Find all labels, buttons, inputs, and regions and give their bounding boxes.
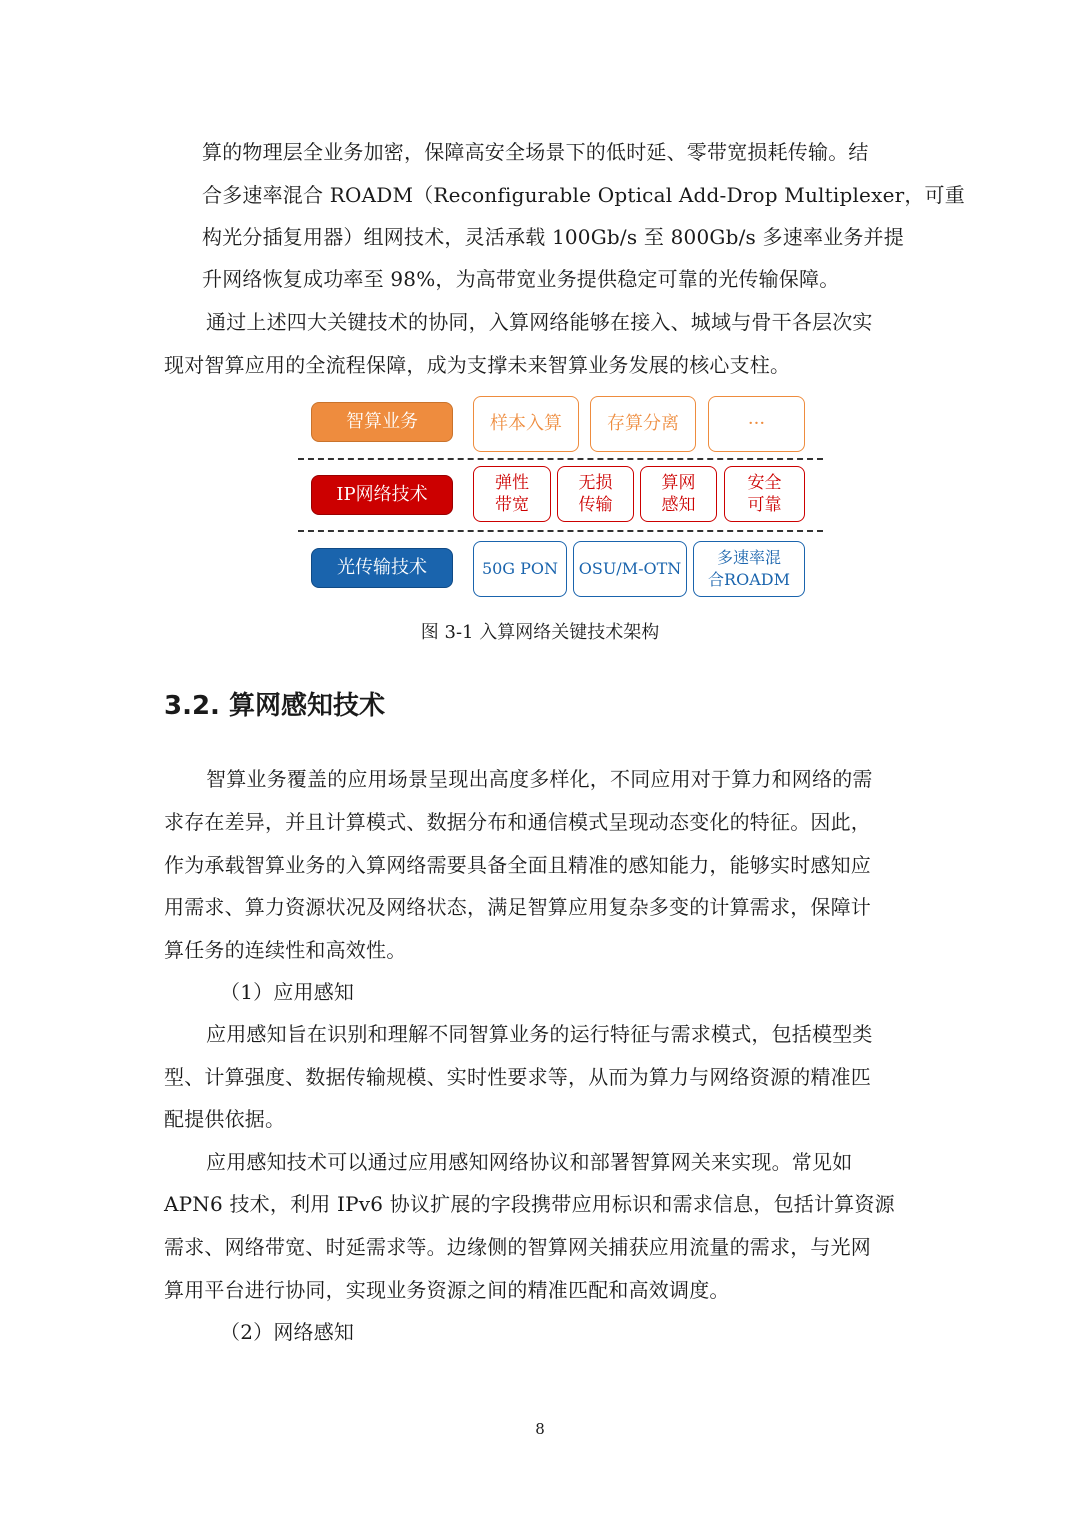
item-elastic-bandwidth xyxy=(473,466,551,522)
para2-line-3: 配提供依据。 xyxy=(164,1107,286,1131)
divider-dashed-2 xyxy=(298,530,823,532)
intro-line-1: 算的物理层全业务加密，保障高安全场景下的低时延、零带宽损耗传输。结 xyxy=(202,140,869,164)
figure-caption: 图 3-1 入算网络关键技术架构 xyxy=(420,622,660,643)
intro-line-4: 升网络恢复成功率至 98%，为高带宽业务提供稳定可靠的光传输保障。 xyxy=(202,267,840,291)
summary-line-1: 通过上述四大关键技术的协同，入算网络能够在接入、城域与骨干各层次实 xyxy=(206,310,873,334)
item-label-line: 安全 xyxy=(747,473,782,493)
item-sample-ingest: 样本入算 xyxy=(473,396,579,452)
item-50g-pon: 50G PON xyxy=(473,541,567,597)
para1-line-4: 用需求、算力资源状况及网络状态，满足智算应用复杂多变的计算需求，保障计 xyxy=(164,895,871,919)
para2-line-2: 型、计算强度、数据传输规模、实时性要求等，从而为算力与网络资源的精准匹 xyxy=(164,1065,871,1089)
category-optical-transport: 光传输技术 xyxy=(311,548,453,588)
section-title: 3.2. 算网感知技术 xyxy=(164,691,385,721)
item-compute-network-awareness xyxy=(640,466,717,522)
item-label-line: 算网 xyxy=(661,473,696,493)
intro-line-3: 构光分插复用器）组网技术，灵活承载 100Gb/s 至 800Gb/s 多速率业务并提 xyxy=(202,225,904,249)
category-ip-network: IP网络技术 xyxy=(311,475,453,515)
item-label-line: 弹性 xyxy=(495,473,529,493)
para1-line-5: 算任务的连续性和高效性。 xyxy=(164,938,407,962)
divider-dashed-1 xyxy=(298,458,823,460)
page-number: 8 xyxy=(535,1420,545,1438)
para3-line-2: APN6 技术，利用 IPv6 协议扩展的字段携带应用标识和需求信息，包括计算资源 xyxy=(164,1192,895,1216)
intro-line-2: 合多速率混合 ROADM（Reconfigurable Optical Add-Drop Multiplexer，可重 xyxy=(202,183,965,207)
item-lossless-transmission xyxy=(557,466,634,522)
item-label-line: 多速率混 xyxy=(716,548,781,567)
item-secure-reliable xyxy=(724,466,805,522)
category-intelligent-computing: 智算业务 xyxy=(311,402,453,442)
para1-line-3: 作为承载智算业务的入算网络需要具备全面且精准的感知能力，能够实时感知应 xyxy=(164,853,871,877)
para1-line-1: 智算业务覆盖的应用场景呈现出高度多样化，不同应用对于算力和网络的需 xyxy=(206,767,873,791)
item-osu-motn: OSU/M-OTN xyxy=(573,541,687,597)
para3-line-4: 算用平台进行协同，实现业务资源之间的精准匹配和高效调度。 xyxy=(164,1278,730,1302)
para2-line-1: 应用感知旨在识别和理解不同智算业务的运行特征与需求模式，包括模型类 xyxy=(206,1022,873,1046)
item-label-line: 可靠 xyxy=(747,495,782,515)
item-label-line: 传输 xyxy=(578,495,613,515)
para3-line-3: 需求、网络带宽、时延需求等。边缘侧的智算网关捕获应用流量的需求，与光网 xyxy=(164,1235,871,1259)
item-label-line: 无损 xyxy=(578,473,613,493)
item-multi-rate-roadm xyxy=(693,541,805,597)
architecture-figure xyxy=(0,0,1080,660)
subheading-application-awareness: （1）应用感知 xyxy=(220,980,355,1004)
summary-line-2: 现对智算应用的全流程保障，成为支撑未来智算业务发展的核心支柱。 xyxy=(164,353,791,377)
para3-line-1: 应用感知技术可以通过应用感知网络协议和部署智算网关来实现。常见如 xyxy=(206,1150,853,1174)
item-label-line: 带宽 xyxy=(495,495,529,515)
item-more-ellipsis: ··· xyxy=(708,396,805,452)
para1-line-2: 求存在差异，并且计算模式、数据分布和通信模式呈现动态变化的特征。因此， xyxy=(164,810,871,834)
item-storage-compute-separation: 存算分离 xyxy=(590,396,696,452)
item-label-line: 合ROADM xyxy=(708,570,790,589)
subheading-network-awareness: （2）网络感知 xyxy=(220,1320,355,1344)
item-label-line: 感知 xyxy=(661,495,696,515)
